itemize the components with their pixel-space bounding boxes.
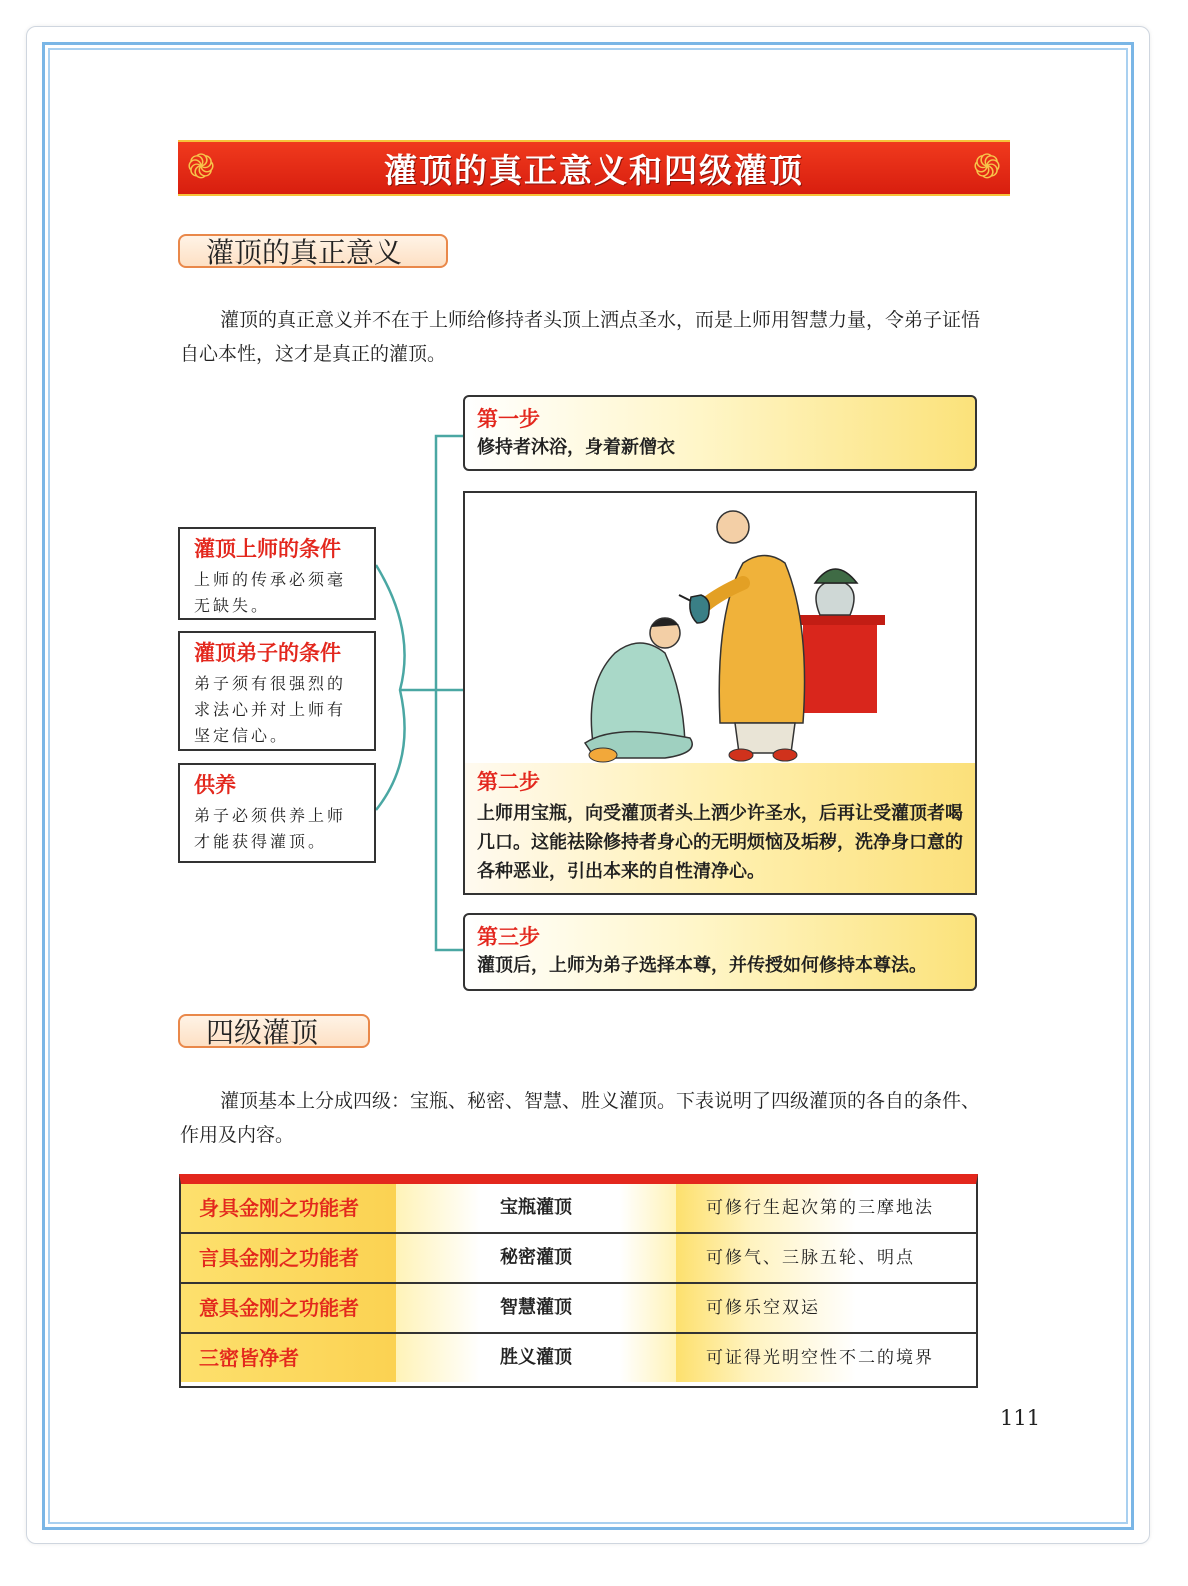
title-banner [178,140,1010,196]
scroll-ornament-right-icon: ֍ [973,147,1001,187]
step-title: 第二步 [477,770,540,794]
table-cell-who: 言具金刚之功能者 [181,1234,396,1282]
condition-text: 弟子须有很强烈的求法心并对上师有坚定信心。 [194,674,347,745]
four-levels-paragraph: 灌顶基本上分成四级：宝瓶、秘密、智慧、胜义灌顶。下表说明了四级灌顶的各自的条件、作用及内容。 [180,1090,981,1146]
step-box-2 [463,491,977,895]
condition-title: 灌顶上师的条件 [194,537,341,561]
step-text: 修持者沐浴，身着新僧衣 [477,437,675,458]
four-levels-table [179,1174,978,1388]
step-title: 第一步 [477,407,540,431]
section-heading-meaning: 灌顶的真正意义 [178,234,448,268]
table-cell-name: 秘密灌顶 [396,1234,676,1282]
table-row [181,1234,976,1284]
intro-paragraph: 灌顶的真正意义并不在于上师给修持者头顶上洒点圣水，而是上师用智慧力量，令弟子证悟自心本性，这才是真正的灌顶。 [180,309,981,365]
condition-box-master [178,527,376,620]
table-cell-effect: 可证得光明空性不二的境界 [676,1334,976,1382]
step-text: 上师用宝瓶，向受灌顶者头上洒少许圣水，后再让受灌顶者喝几口。这能祛除修持者身心的无明烦恼及垢秽，洗净身口意的各种恶业，引出本来的自性清净心。 [477,803,963,882]
section-heading-four-levels: 四级灌顶 [178,1014,370,1048]
condition-text: 弟子必须供养上师才能获得灌顶。 [194,806,347,851]
step-text: 灌顶后，上师为弟子选择本尊，并传授如何修持本尊法。 [477,955,927,976]
condition-box-disciple [178,631,376,751]
connector-lines [370,420,470,960]
table-cell-who: 三密皆净者 [181,1334,396,1382]
table-cell-effect: 可修乐空双运 [676,1284,976,1332]
table-cell-name: 宝瓶灌顶 [396,1184,676,1232]
scroll-ornament-left-icon: ֎ [187,147,215,187]
step-title: 第三步 [477,925,540,949]
condition-title: 供养 [194,773,236,797]
table-cell-effect: 可修行生起次第的三摩地法 [676,1184,976,1232]
table-cell-name: 智慧灌顶 [396,1284,676,1332]
step-box-1 [463,395,977,471]
table-row [181,1184,976,1234]
condition-title: 灌顶弟子的条件 [194,641,341,665]
page-title: 灌顶的真正意义和四级灌顶 [384,150,804,190]
step-box-3 [463,913,977,991]
table-cell-name: 胜义灌顶 [396,1334,676,1382]
table-cell-effect: 可修气、三脉五轮、明点 [676,1234,976,1282]
step-2-caption [465,763,975,893]
page-number: 111 [1000,1406,1041,1430]
table-row [181,1284,976,1334]
table-cell-who: 意具金刚之功能者 [181,1284,396,1332]
table-cell-who: 身具金刚之功能者 [181,1184,396,1232]
condition-box-offering [178,763,376,863]
empowerment-illustration [465,493,975,763]
condition-text: 上师的传承必须毫无缺失。 [194,570,347,615]
table-row [181,1334,976,1384]
